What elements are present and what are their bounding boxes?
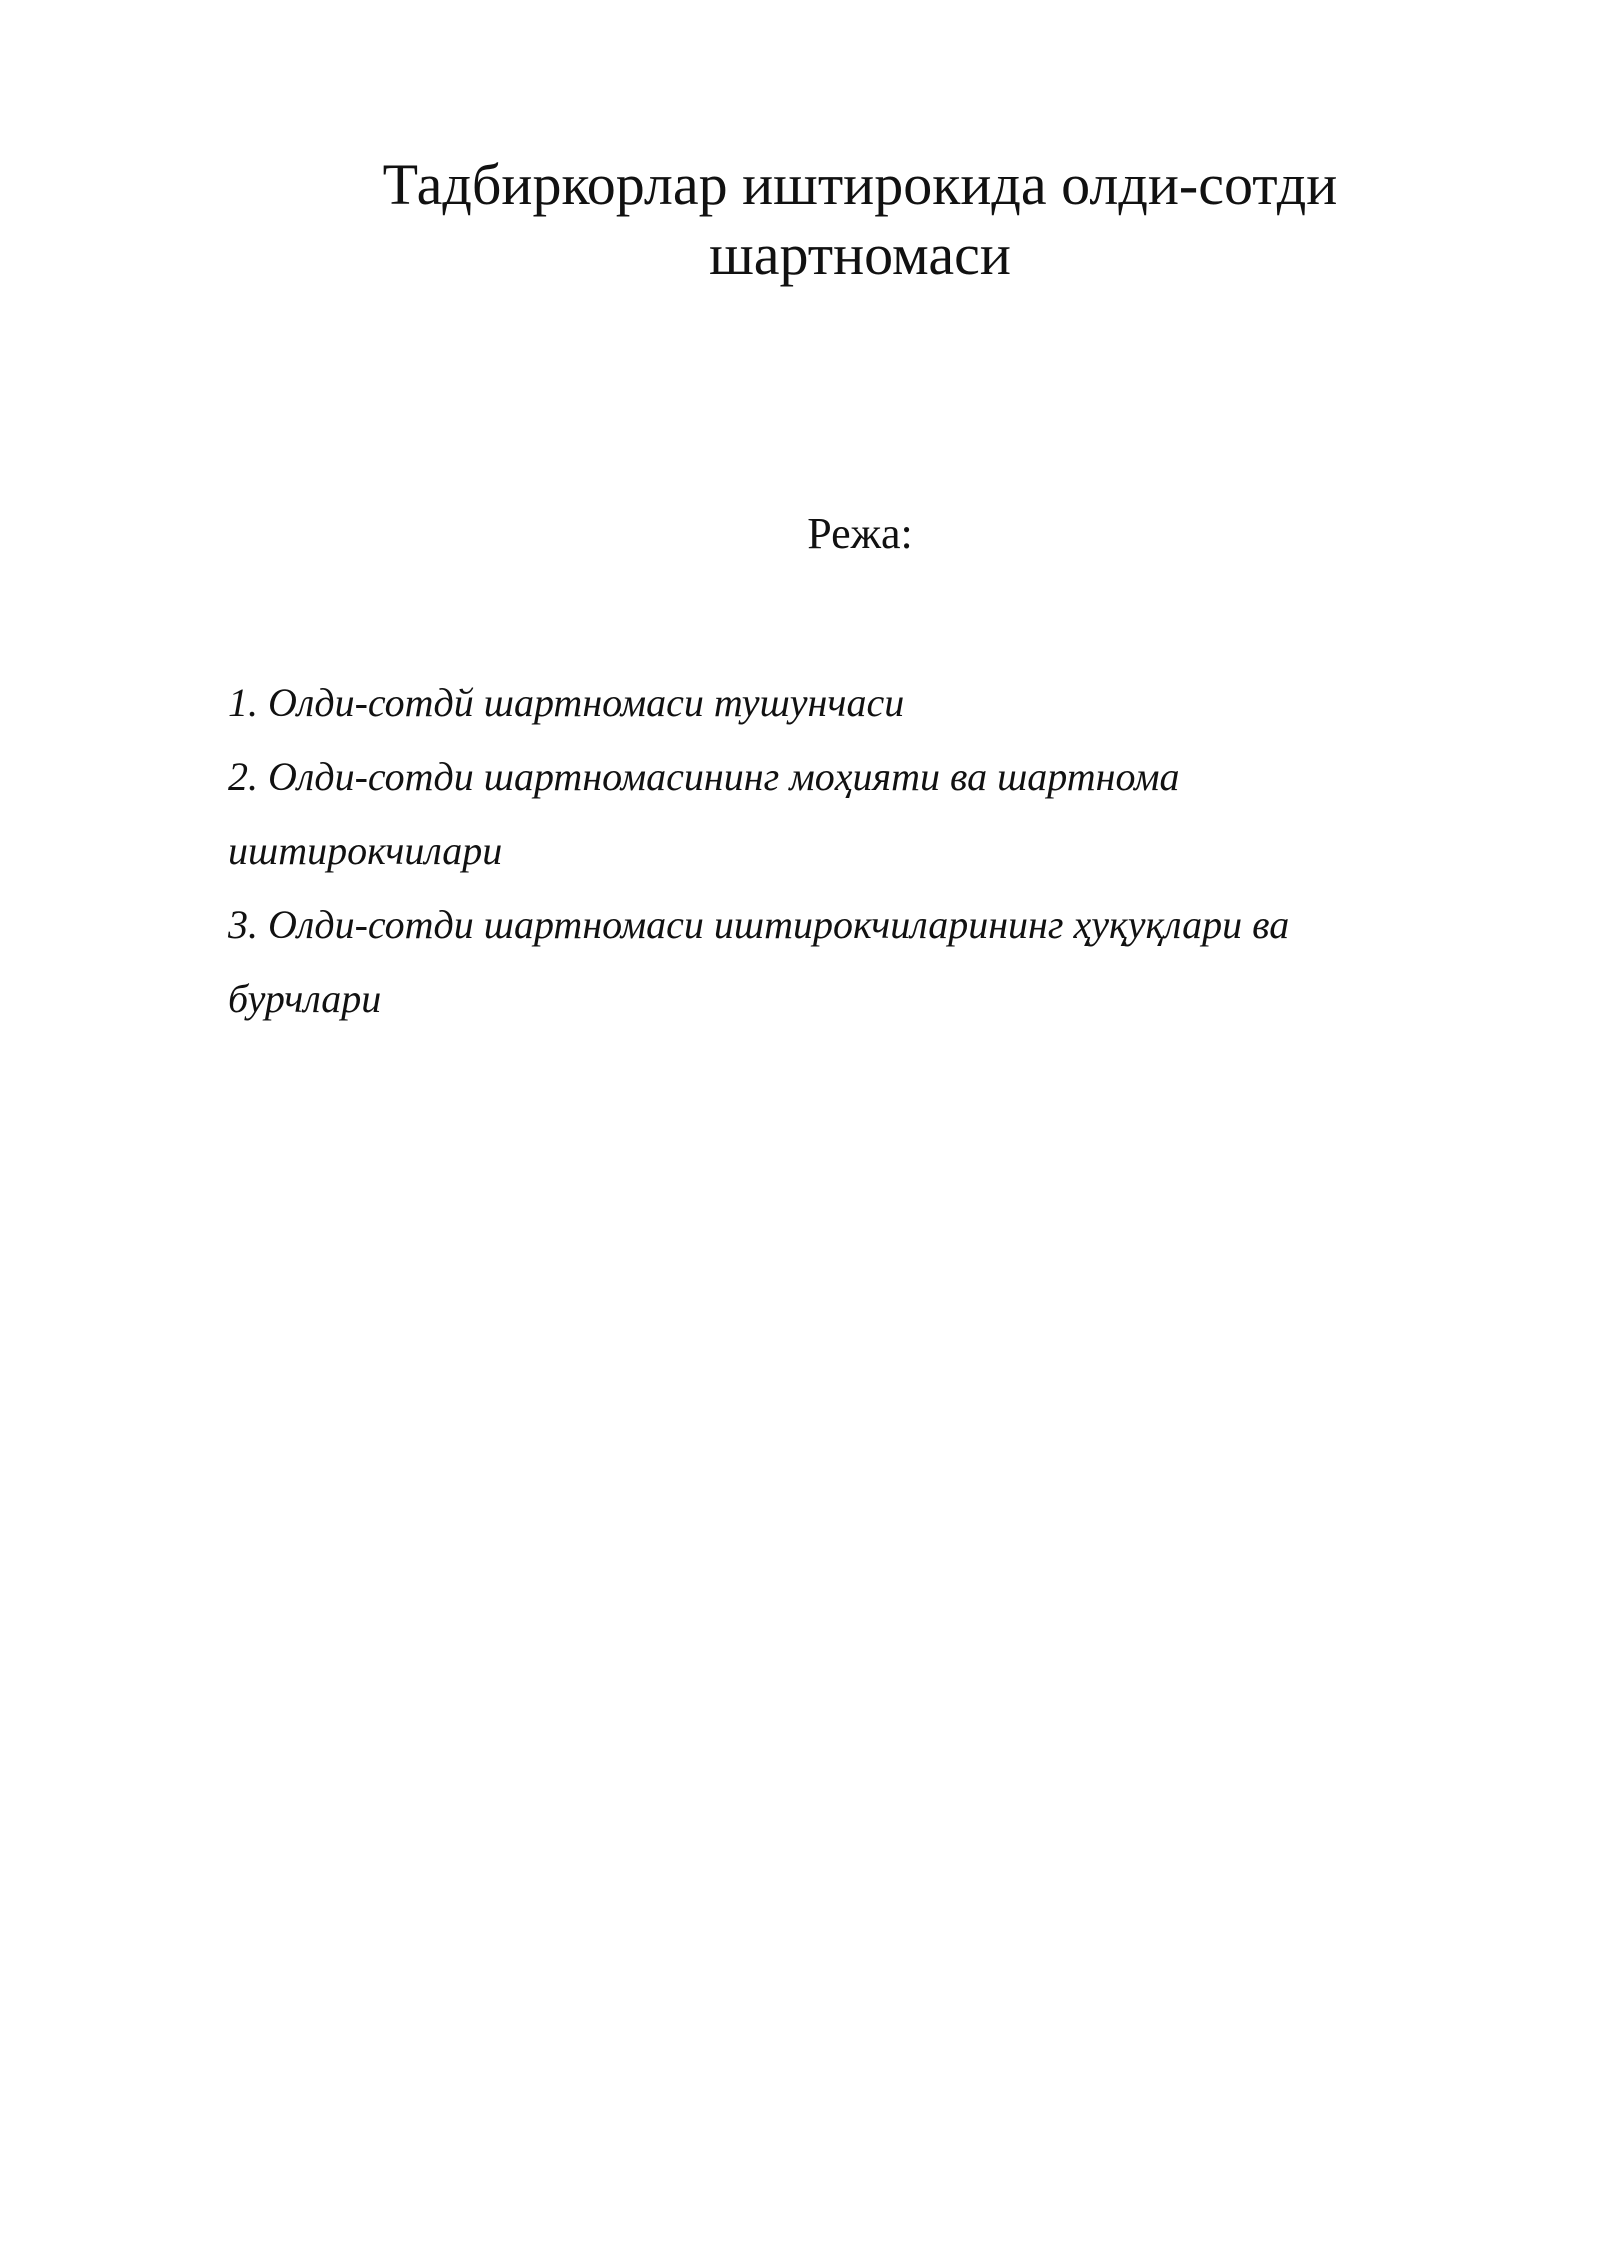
plan-item: 1. Олди-сотдй шартномаси тушунчаси — [228, 680, 905, 725]
plan-list — [228, 666, 1418, 1036]
plan-heading: Режа: — [807, 509, 913, 558]
plan-item: 3. Олди-сотди шартномаси иштирокчиларининг ҳуқуқлари ва бурчлари — [228, 902, 1290, 1021]
document-title: Тадбиркорлар иштирокида олди-сотди шартномаси — [382, 152, 1338, 287]
plan-item: 2. Олди-сотди шартномасининг моҳияти ва шартнома иштирокчилари — [228, 754, 1180, 873]
